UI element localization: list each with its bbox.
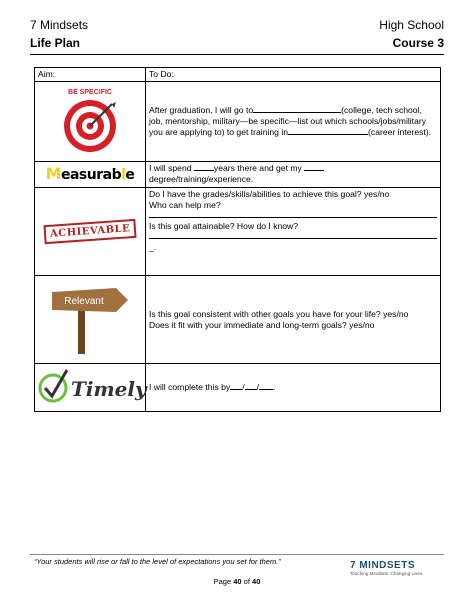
relevant-todo: Is this goal consistent with other goals you have for your life? yes/no Does it fit with your immediate and long-term goals? yes/no [146, 276, 441, 364]
signpost-icon [48, 282, 132, 354]
page-number: Page 40 of 40 [213, 577, 261, 586]
relevant-image [35, 276, 146, 364]
measurable-image: Measurable [35, 162, 146, 188]
smart-goal-table [34, 67, 441, 412]
relevant-label: Relevant [64, 296, 104, 307]
measurable-todo: I will spend years there and get my degree/training/experience. [146, 162, 441, 188]
achievable-image [35, 188, 146, 276]
document-title: Life Plan [30, 36, 81, 50]
achievable-todo: Do I have the grades/skills/abilities to achieve this goal? yes/no Who can help me? Is this goal attainable? How do I know? _. [146, 188, 441, 276]
destination-blank[interactable] [253, 112, 341, 113]
year-blank[interactable] [259, 389, 273, 390]
measurable-label: easurab [60, 166, 122, 183]
mindsets-logo: 7 MINDSETS Teaching Mindsets. Changing Lives. [350, 560, 424, 576]
helper-line[interactable] [149, 211, 437, 218]
timely-image [35, 364, 146, 412]
footer-rule [30, 554, 444, 555]
timely-todo: I will complete this by / / . [146, 364, 441, 412]
target-icon [62, 98, 118, 154]
degree-blank[interactable] [304, 170, 324, 171]
course-series: 7 Mindsets [30, 18, 89, 32]
specific-todo: After graduation, I will go to (college, tech school, job, mentorship, military—be specific—list out which schools/jobs/military you are applying to) to get training in (career interest). [146, 82, 441, 162]
month-blank[interactable] [230, 389, 242, 390]
header-rule [30, 54, 444, 55]
todo-header: To Do: [146, 68, 441, 82]
years-blank[interactable] [194, 170, 214, 171]
be-specific-image: BE SPECIFIC [35, 82, 146, 162]
timely-logo [37, 366, 147, 406]
achievable-stamp: ACHIEVABLE [43, 219, 136, 244]
day-blank[interactable] [245, 389, 257, 390]
course-number: Course 3 [392, 36, 444, 50]
attainable-line[interactable] [149, 232, 437, 239]
school-level: High School [379, 18, 444, 32]
footer-quote: “Your students will rise or fall to the level of expectations you set for them.” [34, 557, 281, 566]
career-blank[interactable] [288, 134, 368, 135]
aim-header: Aim: [35, 68, 146, 82]
timely-label: Timely [71, 377, 147, 401]
